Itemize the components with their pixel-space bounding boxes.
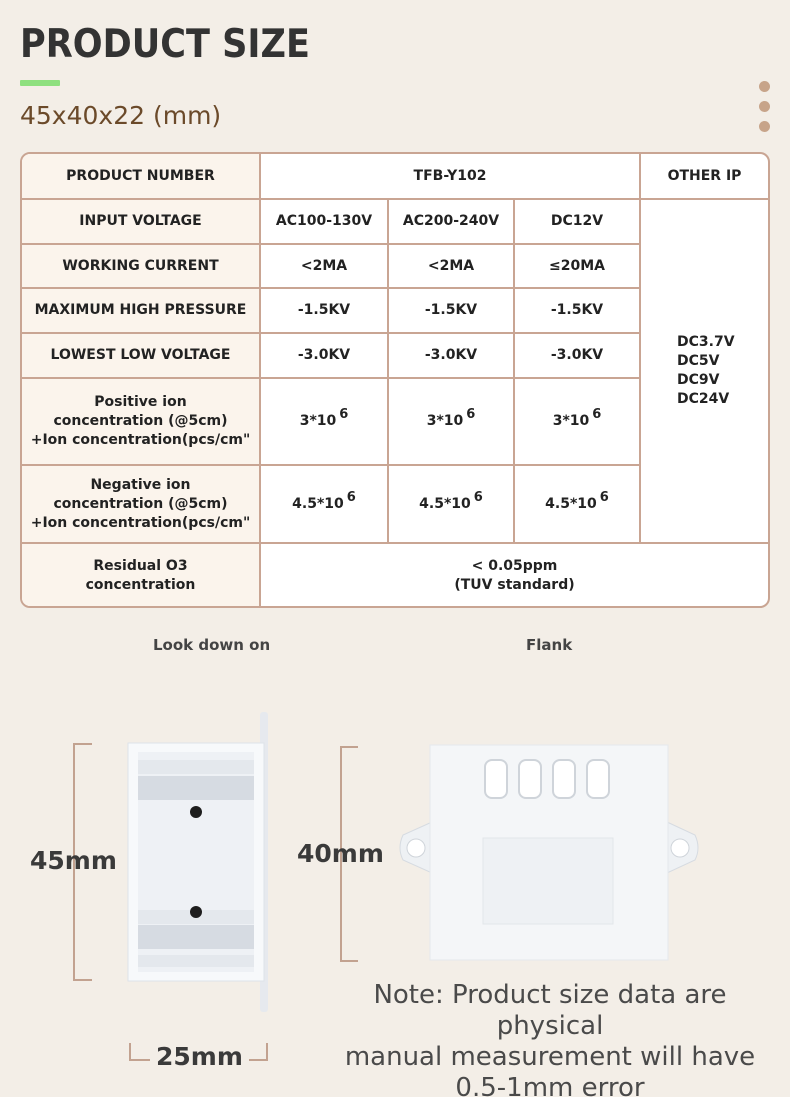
label-line: Negative ion (90, 476, 191, 493)
table-cell (388, 378, 514, 465)
product-number-label: PRODUCT NUMBER (22, 154, 260, 199)
top-view-width: 25mm (150, 1042, 249, 1071)
value-line: < 0.05ppm (471, 557, 558, 574)
ion-exponent: 6 (473, 489, 483, 505)
label-line: concentration (@5cm) (53, 495, 228, 512)
other-ip-item: DC3.7V (677, 334, 735, 350)
ion-exponent: 6 (466, 407, 476, 422)
other-ip-item: DC5V (677, 353, 720, 369)
table-cell: -1.5KV (388, 288, 514, 333)
table-cell: -3.0KV (514, 333, 640, 378)
value-line: (TUV standard) (454, 576, 575, 593)
other-ip-label: OTHER IP (640, 154, 768, 199)
label-line: Positive ion (94, 394, 187, 410)
note-line: 0.5-1mm error (455, 1073, 645, 1097)
label-line: concentration (@5cm) (53, 413, 228, 429)
top-view-height: 45mm (30, 846, 117, 875)
side-view-height: 40mm (297, 839, 384, 868)
title-accent-bar (20, 80, 60, 86)
table-cell (260, 465, 388, 543)
ion-base: 4.5*10 (292, 495, 344, 512)
row-label: WORKING CURRENT (22, 244, 260, 288)
note-line: manual measurement will have (344, 1042, 756, 1072)
side-view-caption: Flank (526, 636, 573, 654)
other-ip-item: DC9V (677, 372, 720, 388)
residual-o3-label (22, 543, 260, 607)
more-options-icon[interactable] (759, 81, 770, 141)
ion-base: 3*10 (552, 413, 590, 429)
positive-ion-label (22, 378, 260, 465)
other-ip-list (640, 199, 768, 543)
row-label: INPUT VOLTAGE (22, 199, 260, 244)
top-view-caption: Look down on (153, 636, 271, 654)
table-cell: -1.5KV (260, 288, 388, 333)
table-cell (388, 465, 514, 543)
table-cell: -1.5KV (514, 288, 640, 333)
table-cell: <2MA (388, 244, 514, 288)
product-number-value: TFB-Y102 (260, 154, 640, 199)
table-cell: DC12V (514, 199, 640, 244)
table-cell: -3.0KV (260, 333, 388, 378)
row-label: LOWEST LOW VOLTAGE (22, 333, 260, 378)
dot (759, 101, 770, 112)
row-label: MAXIMUM HIGH PRESSURE (22, 288, 260, 333)
ion-exponent: 6 (592, 407, 602, 422)
table-cell (514, 465, 640, 543)
side-view-product-image (395, 740, 705, 965)
table-cell (514, 378, 640, 465)
table-cell: ≤20MA (514, 244, 640, 288)
spec-table (20, 152, 770, 608)
top-view-product-image (120, 710, 280, 1015)
ion-base: 4.5*10 (419, 495, 471, 512)
table-cell: -3.0KV (388, 333, 514, 378)
note-line: Note: Product size data are physical (373, 980, 727, 1041)
table-cell: AC200-240V (388, 199, 514, 244)
ion-base: 3*10 (299, 413, 337, 429)
label-line: concentration (85, 576, 196, 593)
table-cell: <2MA (260, 244, 388, 288)
ion-exponent: 6 (346, 489, 356, 505)
dot (759, 81, 770, 92)
ion-base: 4.5*10 (545, 495, 597, 512)
residual-o3-value (260, 543, 768, 607)
negative-ion-label (22, 465, 260, 543)
product-dimensions: 45x40x22 (mm) (20, 101, 222, 130)
measurement-note (320, 980, 780, 1097)
other-ip-item: DC24V (677, 391, 730, 407)
label-line: Residual O3 (93, 557, 188, 574)
table-cell (260, 378, 388, 465)
label-line: +Ion concentration(pcs/cm" (30, 514, 251, 531)
label-line: +Ion concentration(pcs/cm" (30, 432, 251, 448)
ion-exponent: 6 (339, 407, 349, 422)
page-title: PRODUCT SIZE (20, 22, 310, 67)
table-cell: AC100-130V (260, 199, 388, 244)
ion-base: 3*10 (426, 413, 464, 429)
dot (759, 121, 770, 132)
ion-exponent: 6 (599, 489, 609, 505)
